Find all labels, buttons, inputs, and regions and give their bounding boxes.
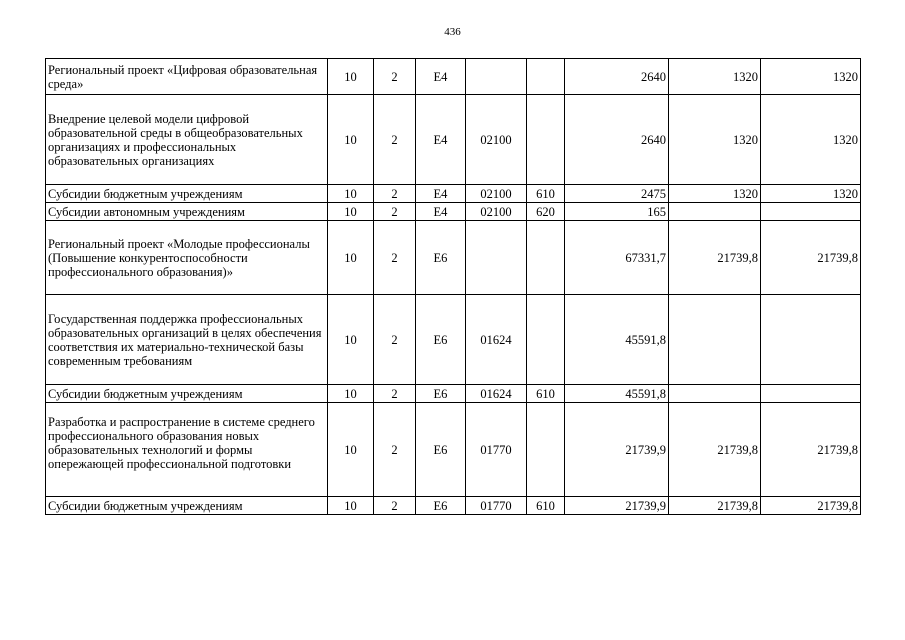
subsection-code-cell: 2 [374, 185, 416, 203]
amount-year3-cell: 1320 [761, 185, 861, 203]
row-name-cell: Региональный проект «Молодые профессионалы (Повышение конкурентоспособности профессионального образования)» [46, 221, 328, 295]
amount-year3-cell [761, 385, 861, 403]
direction-code-cell [466, 221, 527, 295]
section-code-cell: 10 [328, 403, 374, 497]
amount-year1-cell: 2475 [565, 185, 669, 203]
program-code-cell: E4 [416, 203, 466, 221]
direction-code-cell: 01770 [466, 403, 527, 497]
section-code-cell: 10 [328, 185, 374, 203]
expense-type-cell [527, 403, 565, 497]
expense-type-cell [527, 295, 565, 385]
subsection-code-cell: 2 [374, 203, 416, 221]
section-code-cell: 10 [328, 497, 374, 515]
section-code-cell: 10 [328, 59, 374, 95]
program-code-cell: E6 [416, 385, 466, 403]
expense-type-cell: 620 [527, 203, 565, 221]
budget-table [45, 58, 861, 515]
amount-year2-cell: 1320 [669, 185, 761, 203]
amount-year3-cell [761, 203, 861, 221]
subsection-code-cell: 2 [374, 95, 416, 185]
table-row [46, 203, 861, 221]
table-row [46, 59, 861, 95]
program-code-cell: E4 [416, 95, 466, 185]
expense-type-cell: 610 [527, 185, 565, 203]
row-name-cell: Субсидии бюджетным учреждениям [46, 497, 328, 515]
program-code-cell: E6 [416, 295, 466, 385]
section-code-cell: 10 [328, 295, 374, 385]
section-code-cell: 10 [328, 203, 374, 221]
amount-year2-cell: 1320 [669, 95, 761, 185]
program-code-cell: E6 [416, 403, 466, 497]
program-code-cell: E6 [416, 497, 466, 515]
amount-year2-cell: 1320 [669, 59, 761, 95]
row-name-cell: Субсидии бюджетным учреждениям [46, 385, 328, 403]
program-code-cell: E6 [416, 221, 466, 295]
expense-type-cell [527, 59, 565, 95]
amount-year1-cell: 67331,7 [565, 221, 669, 295]
direction-code-cell: 01624 [466, 385, 527, 403]
amount-year1-cell: 45591,8 [565, 385, 669, 403]
subsection-code-cell: 2 [374, 385, 416, 403]
amount-year3-cell: 1320 [761, 95, 861, 185]
page-number: 436 [444, 26, 461, 38]
amount-year1-cell: 2640 [565, 59, 669, 95]
direction-code-cell: 02100 [466, 203, 527, 221]
direction-code-cell: 02100 [466, 95, 527, 185]
amount-year2-cell: 21739,8 [669, 497, 761, 515]
section-code-cell: 10 [328, 221, 374, 295]
row-name-cell: Внедрение целевой модели цифровой образовательной среды в общеобразовательных организациях и профессиональных образовательных организациях [46, 95, 328, 185]
direction-code-cell: 02100 [466, 185, 527, 203]
table-row [46, 95, 861, 185]
amount-year3-cell [761, 295, 861, 385]
section-code-cell: 10 [328, 385, 374, 403]
section-code-cell: 10 [328, 95, 374, 185]
amount-year2-cell: 21739,8 [669, 403, 761, 497]
subsection-code-cell: 2 [374, 221, 416, 295]
direction-code-cell: 01770 [466, 497, 527, 515]
subsection-code-cell: 2 [374, 403, 416, 497]
amount-year1-cell: 21739,9 [565, 497, 669, 515]
table-row [46, 185, 861, 203]
table-row [46, 385, 861, 403]
row-name-cell: Государственная поддержка профессиональных образовательных организаций в целях обеспечения соответствия их материально-технической базы современным требованиям [46, 295, 328, 385]
row-name-cell: Субсидии автономным учреждениям [46, 203, 328, 221]
table-row [46, 295, 861, 385]
amount-year3-cell: 21739,8 [761, 403, 861, 497]
expense-type-cell [527, 95, 565, 185]
amount-year3-cell: 21739,8 [761, 497, 861, 515]
program-code-cell: E4 [416, 59, 466, 95]
table-row [46, 221, 861, 295]
row-name-cell: Региональный проект «Цифровая образовательная среда» [46, 59, 328, 95]
amount-year1-cell: 165 [565, 203, 669, 221]
table-row [46, 497, 861, 515]
direction-code-cell [466, 59, 527, 95]
expense-type-cell [527, 221, 565, 295]
amount-year1-cell: 45591,8 [565, 295, 669, 385]
amount-year3-cell: 1320 [761, 59, 861, 95]
amount-year3-cell: 21739,8 [761, 221, 861, 295]
table-row [46, 403, 861, 497]
amount-year2-cell: 21739,8 [669, 221, 761, 295]
amount-year2-cell [669, 203, 761, 221]
expense-type-cell: 610 [527, 385, 565, 403]
expense-type-cell: 610 [527, 497, 565, 515]
amount-year1-cell: 2640 [565, 95, 669, 185]
direction-code-cell: 01624 [466, 295, 527, 385]
amount-year2-cell [669, 295, 761, 385]
amount-year2-cell [669, 385, 761, 403]
subsection-code-cell: 2 [374, 59, 416, 95]
amount-year1-cell: 21739,9 [565, 403, 669, 497]
row-name-cell: Разработка и распространение в системе среднего профессионального образования новых образовательных технологий и формы опережающей профессиональной подготовки [46, 403, 328, 497]
row-name-cell: Субсидии бюджетным учреждениям [46, 185, 328, 203]
subsection-code-cell: 2 [374, 295, 416, 385]
subsection-code-cell: 2 [374, 497, 416, 515]
program-code-cell: E4 [416, 185, 466, 203]
